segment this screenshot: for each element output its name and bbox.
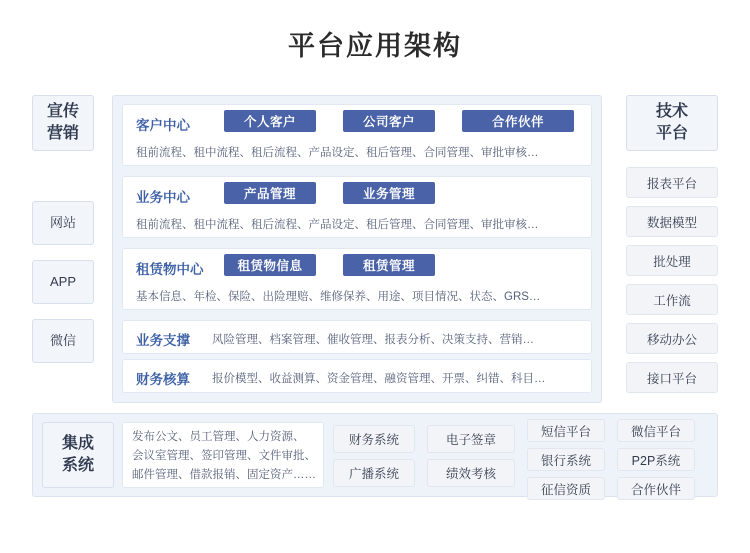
right-item-interface-platform[interactable] bbox=[626, 362, 718, 393]
bottom-system-p2p[interactable] bbox=[617, 448, 695, 471]
chip-leased-asset-info-label: 租赁物信息 bbox=[237, 259, 303, 273]
bottom-header-line2: 系统 bbox=[61, 457, 94, 474]
row-label-business-center: 业务中心 bbox=[136, 190, 190, 205]
chip-business-management[interactable] bbox=[343, 182, 435, 204]
row-desc-financial-accounting: 报价模型、收益测算、资金管理、融资管理、开票、纠错、科目… bbox=[212, 373, 546, 385]
chip-product-management-label: 产品管理 bbox=[243, 187, 296, 201]
right-item-mobile-office-label: 移动办公 bbox=[646, 332, 697, 347]
right-header-tech-platform bbox=[626, 95, 718, 151]
bottom-system-wechat-platform-label: 微信平台 bbox=[630, 424, 681, 439]
row-desc-business-center: 租前流程、租中流程、租后流程、产品设定、租后管理、合同管理、审批审核… bbox=[136, 219, 539, 231]
bottom-system-p2p-label: P2P系统 bbox=[631, 453, 681, 468]
chip-product-management[interactable] bbox=[224, 182, 316, 204]
bottom-system-partner-label: 合作伙伴 bbox=[630, 482, 681, 497]
chip-lease-management[interactable] bbox=[343, 254, 435, 276]
row-desc-leased-asset-center: 基本信息、年检、保险、出险理赔、维修保养、用途、项目情况、状态、GRS… bbox=[136, 291, 541, 303]
chip-lease-management-label: 租赁管理 bbox=[362, 259, 415, 273]
row-label-leased-asset-center: 租赁物中心 bbox=[136, 262, 204, 277]
chip-leased-asset-info[interactable] bbox=[224, 254, 316, 276]
right-item-workflow[interactable] bbox=[626, 284, 718, 315]
page-title: 平台应用架构 bbox=[288, 31, 462, 61]
bottom-text-block bbox=[132, 428, 320, 485]
row-desc-business-support: 风险管理、档案管理、催收管理、报表分析、决策支持、营销… bbox=[212, 334, 534, 346]
bottom-system-credit-qualification[interactable] bbox=[527, 477, 605, 500]
bottom-system-sms-platform-label: 短信平台 bbox=[540, 424, 591, 439]
right-item-data-model[interactable] bbox=[626, 206, 718, 237]
bottom-system-e-signature-label: 电子签章 bbox=[445, 433, 496, 447]
right-header-line1: 技术 bbox=[655, 103, 688, 121]
bottom-system-finance-label: 财务系统 bbox=[348, 433, 399, 447]
left-item-app-label: APP bbox=[49, 274, 76, 290]
bottom-system-broadcast[interactable] bbox=[333, 459, 415, 487]
left-item-website[interactable] bbox=[32, 201, 94, 245]
right-item-batch-processing[interactable] bbox=[626, 245, 718, 276]
chip-partner[interactable] bbox=[462, 110, 574, 132]
right-item-batch-processing-label: 批处理 bbox=[653, 254, 691, 269]
bottom-system-e-signature[interactable] bbox=[427, 425, 515, 453]
bottom-system-wechat-platform[interactable] bbox=[617, 419, 695, 442]
bottom-text-line-1: 发布公文、员工管理、人力资源、 bbox=[132, 431, 305, 443]
left-item-website-label: 网站 bbox=[49, 215, 76, 231]
bottom-system-finance[interactable] bbox=[333, 425, 415, 453]
bottom-system-partner[interactable] bbox=[617, 477, 695, 500]
chip-company-customer-label: 公司客户 bbox=[362, 115, 415, 129]
left-header-line2: 营销 bbox=[46, 125, 79, 142]
left-header-line1: 宣传 bbox=[46, 103, 79, 121]
chip-individual-customer-label: 个人客户 bbox=[243, 115, 296, 129]
row-label-financial-accounting: 财务核算 bbox=[136, 372, 190, 387]
bottom-system-bank-label: 银行系统 bbox=[540, 453, 591, 468]
chip-partner-label: 合作伙伴 bbox=[491, 115, 544, 129]
left-item-wechat[interactable] bbox=[32, 319, 94, 363]
chip-company-customer[interactable] bbox=[343, 110, 435, 132]
right-item-report-platform[interactable] bbox=[626, 167, 718, 198]
bottom-system-credit-qualification-label: 征信资质 bbox=[540, 482, 591, 497]
bottom-system-bank[interactable] bbox=[527, 448, 605, 471]
row-label-business-support: 业务支撑 bbox=[136, 333, 190, 348]
row-label-customer-center: 客户中心 bbox=[136, 118, 190, 133]
left-item-wechat-label: 微信 bbox=[49, 333, 76, 349]
chip-business-management-label: 业务管理 bbox=[362, 187, 415, 201]
right-item-data-model-label: 数据模型 bbox=[646, 215, 697, 230]
bottom-header-integration-system bbox=[42, 422, 114, 488]
chip-individual-customer[interactable] bbox=[224, 110, 316, 132]
right-header-line2: 平台 bbox=[655, 125, 688, 142]
left-item-app[interactable] bbox=[32, 260, 94, 304]
right-item-interface-platform-label: 接口平台 bbox=[646, 371, 697, 386]
diagram-canvas bbox=[0, 78, 750, 518]
row-desc-customer-center: 租前流程、租中流程、租后流程、产品设定、租后管理、合同管理、审批审核… bbox=[136, 147, 539, 159]
bottom-system-performance-review-label: 绩效考核 bbox=[445, 467, 496, 481]
right-item-mobile-office[interactable] bbox=[626, 323, 718, 354]
bottom-header-line1: 集成 bbox=[61, 435, 94, 453]
bottom-text-line-3: 邮件管理、借款报销、固定资产…… bbox=[132, 468, 316, 481]
right-item-report-platform-label: 报表平台 bbox=[646, 176, 697, 191]
bottom-system-broadcast-label: 广播系统 bbox=[348, 467, 399, 481]
bottom-system-sms-platform[interactable] bbox=[527, 419, 605, 442]
bottom-text-line-2: 会议室管理、签印管理、文件审批、 bbox=[132, 449, 316, 462]
right-item-workflow-label: 工作流 bbox=[653, 293, 691, 308]
bottom-system-performance-review[interactable] bbox=[427, 459, 515, 487]
left-header-marketing bbox=[32, 95, 94, 151]
